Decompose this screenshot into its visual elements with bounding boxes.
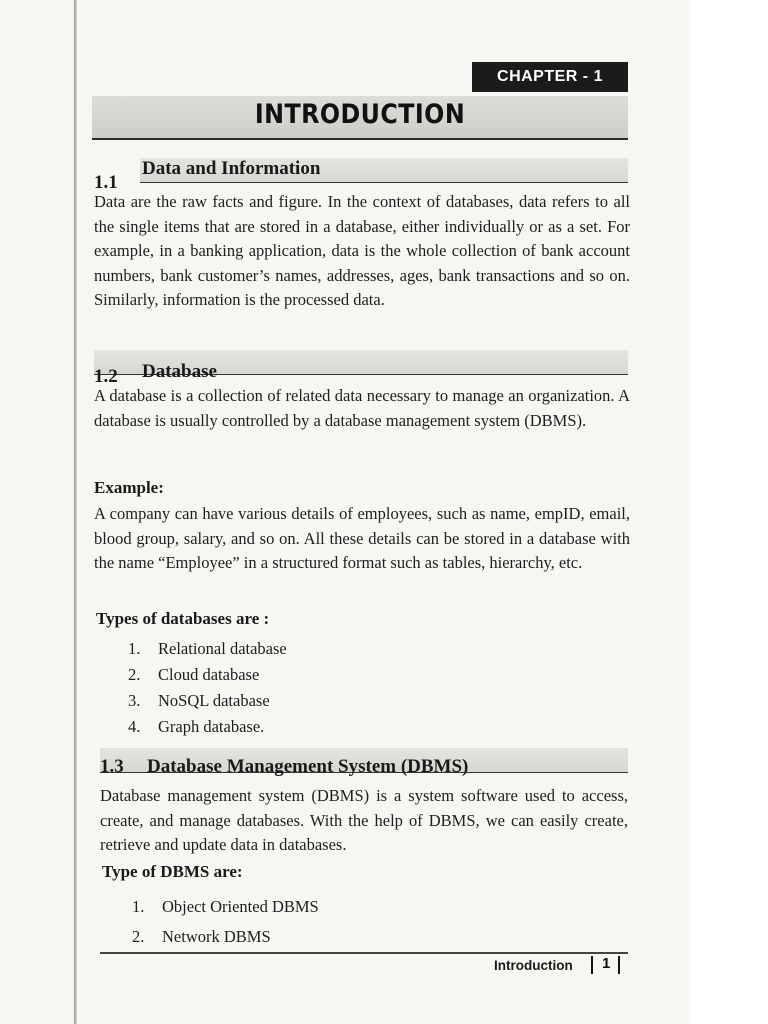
footer-divider	[591, 956, 593, 974]
types-of-dbms-heading: Type of DBMS are:	[102, 862, 243, 881]
page-number: 1	[602, 955, 611, 972]
page-binding-edge	[74, 0, 77, 1024]
types-of-dbms-list	[132, 892, 319, 952]
footer-rule	[100, 952, 628, 954]
section-title-1-3: Database Management System (DBMS)	[147, 756, 469, 777]
section-number-1-3: 1.3	[100, 756, 124, 777]
list-item: 1. Object Oriented DBMS	[132, 897, 319, 916]
section-title-1-2: Database	[142, 361, 217, 382]
footer-label: Introduction	[494, 958, 573, 973]
section-number-1-2: 1.2	[94, 366, 118, 387]
list-item: 2. Cloud database	[128, 665, 260, 684]
page-margin-right	[690, 0, 768, 1024]
footer-divider	[618, 956, 620, 974]
list-item: 4. Graph database.	[128, 717, 265, 736]
section-text-1-3: Database management system (DBMS) is a system software used to access, create, and manage databases. With the help of DBMS, we can easily create, retrieve and update data in databases.	[100, 786, 628, 854]
example-text: A company can have various details of employees, such as name, empID, email, blood group, salary, and so on. All these details can be stored in a database with the name “Employee” in a structured format such as tables, hierarchy, etc.	[94, 504, 630, 572]
page-title: INTRODUCTION	[254, 99, 466, 130]
section-text-1-2: A database is a collection of related data necessary to manage an organization. A database is usually controlled by a database management system (DBMS).	[94, 386, 630, 430]
example-heading: Example:	[94, 478, 164, 497]
chapter-badge: CHAPTER - 1	[472, 62, 628, 92]
types-of-databases-list	[128, 636, 287, 740]
list-item: 2. Network DBMS	[132, 927, 271, 946]
list-item: 3. NoSQL database	[128, 691, 270, 710]
section-number-1-1: 1.1	[94, 172, 118, 193]
section-text-1-1: Data are the raw facts and figure. In the context of databases, data refers to all the single items that are stored in a database, either individually or as a set. For example, in a banking application, data is the whole collection of bank account numbers, bank customer’s names, addresses, ages, bank transactions and so on. Similarly, information is the processed data.	[94, 192, 630, 309]
types-of-databases-heading: Types of databases are :	[96, 609, 270, 628]
section-title-1-1: Data and Information	[142, 158, 321, 179]
list-item: 1. Relational database	[128, 639, 287, 658]
